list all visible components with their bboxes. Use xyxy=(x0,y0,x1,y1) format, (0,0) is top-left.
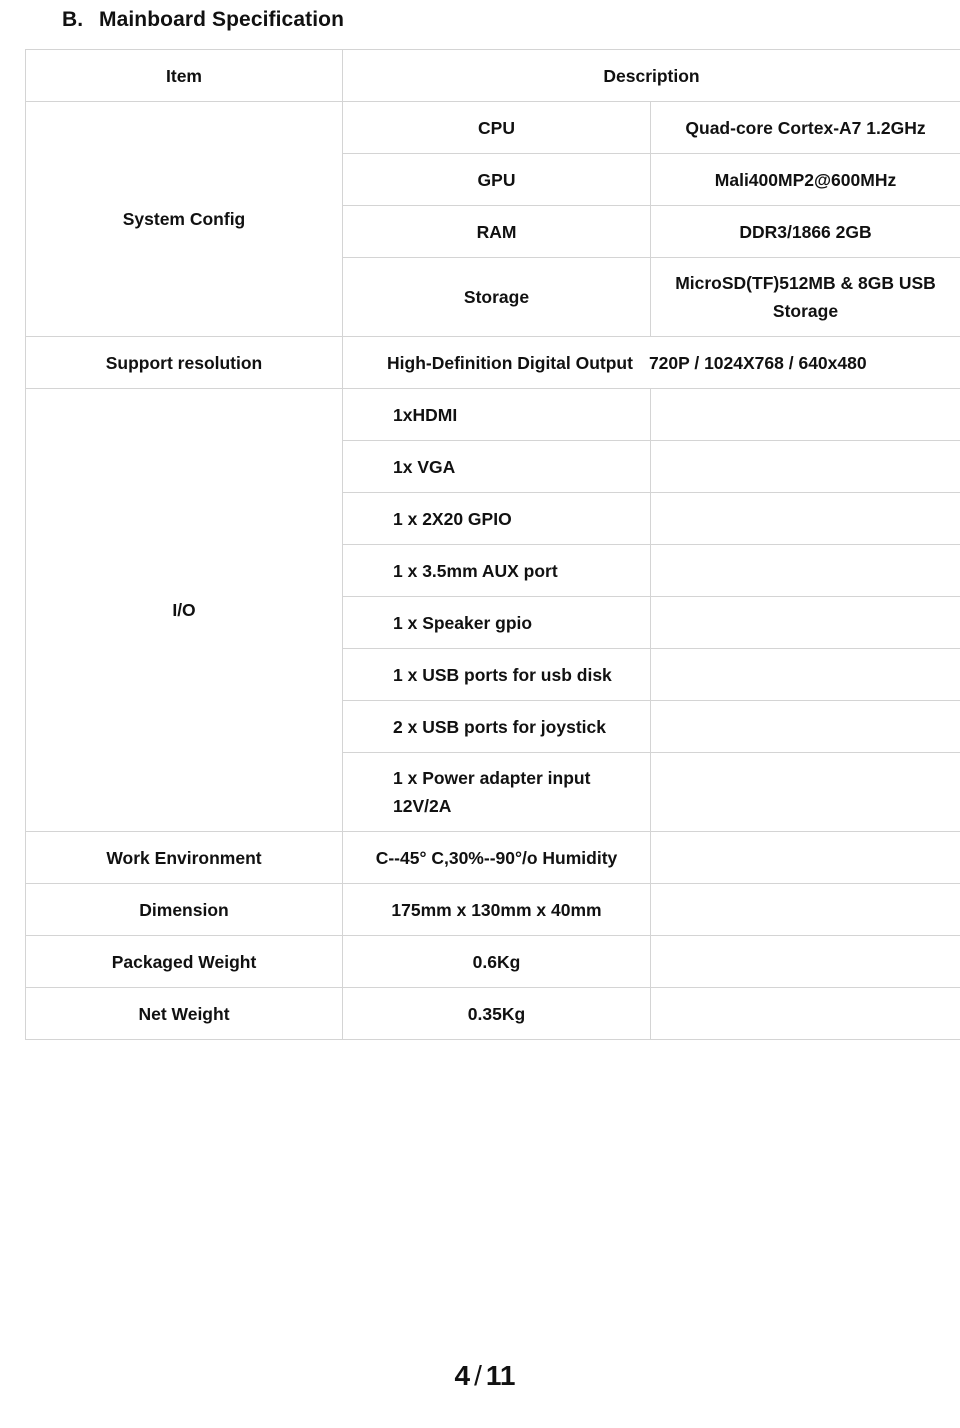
io-empty-cell xyxy=(651,389,960,441)
gpu-value: Mali400MP2@600MHz xyxy=(651,154,960,206)
table-row xyxy=(26,884,960,936)
page-number xyxy=(0,1360,960,1392)
io-empty-cell xyxy=(651,701,960,753)
io-item: 1 x 2X20 GPIO xyxy=(343,493,651,545)
io-label: I/O xyxy=(26,389,343,832)
table-header-row xyxy=(26,50,960,102)
empty-cell xyxy=(651,988,960,1040)
header-description: Description xyxy=(343,50,960,102)
io-empty-cell xyxy=(651,441,960,493)
work-environment-value: C--45° C,30%--90°/o Humidity xyxy=(343,832,651,884)
storage-value xyxy=(651,258,960,337)
section-title: Mainboard Specification xyxy=(99,8,344,31)
cpu-key: CPU xyxy=(343,102,651,154)
table-row xyxy=(26,389,960,441)
storage-value-line2: Storage xyxy=(772,301,839,321)
io-item-power xyxy=(343,753,651,832)
io-item: 2 x USB ports for joystick xyxy=(343,701,651,753)
page-separator: / xyxy=(474,1360,482,1391)
io-item: 1 x 3.5mm AUX port xyxy=(343,545,651,597)
storage-value-line1: MicroSD(TF)512MB & 8GB USB xyxy=(675,273,936,293)
power-line2: 12V/2A xyxy=(393,796,452,816)
page-total: 11 xyxy=(485,1360,516,1391)
io-item: 1x VGA xyxy=(343,441,651,493)
power-line1: 1 x Power adapter input xyxy=(393,768,591,788)
net-weight-label: Net Weight xyxy=(26,988,343,1040)
support-resolution-value xyxy=(343,337,960,389)
spec-table xyxy=(25,49,960,1040)
io-item: 1 x Speaker gpio xyxy=(343,597,651,649)
net-weight-value: 0.35Kg xyxy=(343,988,651,1040)
table-row xyxy=(26,102,960,154)
ram-value: DDR3/1866 2GB xyxy=(651,206,960,258)
support-resolution-label: Support resolution xyxy=(26,337,343,389)
packaged-weight-value: 0.6Kg xyxy=(343,936,651,988)
io-empty-cell xyxy=(651,597,960,649)
packaged-weight-label: Packaged Weight xyxy=(26,936,343,988)
system-config-label: System Config xyxy=(26,102,343,337)
section-heading xyxy=(62,8,344,32)
table-row xyxy=(26,988,960,1040)
dimension-value: 175mm x 130mm x 40mm xyxy=(343,884,651,936)
ram-key: RAM xyxy=(343,206,651,258)
io-empty-cell xyxy=(651,649,960,701)
io-empty-cell xyxy=(651,545,960,597)
empty-cell xyxy=(651,884,960,936)
io-item: 1xHDMI xyxy=(343,389,651,441)
header-item: Item xyxy=(26,50,343,102)
gpu-key: GPU xyxy=(343,154,651,206)
page-current: 4 xyxy=(454,1360,471,1391)
storage-key: Storage xyxy=(343,258,651,337)
io-item: 1 x USB ports for usb disk xyxy=(343,649,651,701)
table-row xyxy=(26,832,960,884)
io-empty-cell xyxy=(651,493,960,545)
cpu-value: Quad-core Cortex-A7 1.2GHz xyxy=(651,102,960,154)
resolution-value: 720P / 1024X768 / 640x480 xyxy=(648,352,867,373)
table-row xyxy=(26,337,960,389)
section-number: B. xyxy=(62,8,84,31)
resolution-key: High-Definition Digital Output xyxy=(387,352,633,373)
work-environment-label: Work Environment xyxy=(26,832,343,884)
io-empty-cell xyxy=(651,753,960,832)
dimension-label: Dimension xyxy=(26,884,343,936)
table-row xyxy=(26,936,960,988)
empty-cell xyxy=(651,936,960,988)
empty-cell xyxy=(651,832,960,884)
